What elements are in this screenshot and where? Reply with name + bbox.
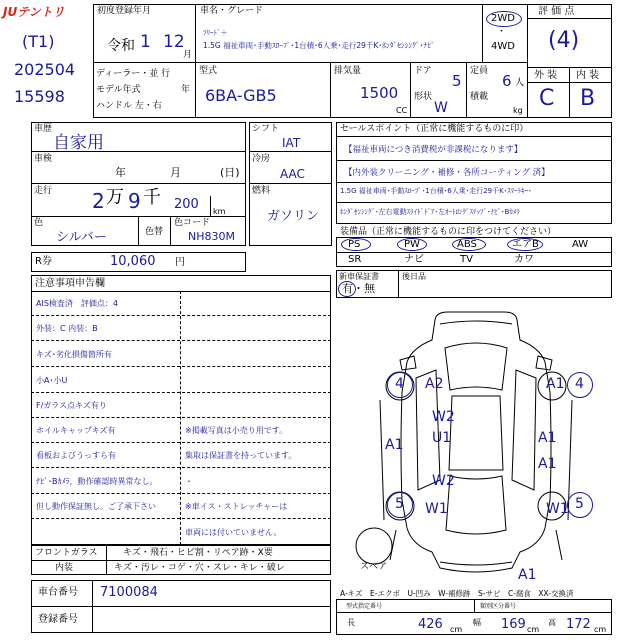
brand-logo (3, 3, 79, 21)
ext-grade-label: 外 装 (534, 70, 558, 81)
mark-a1-rear: A1 (518, 567, 537, 583)
displacement-label: 排気量 (334, 66, 362, 76)
color-label: 色 (34, 218, 44, 228)
fuel-label: 燃料 (252, 186, 271, 196)
r-tax-label: R券 (35, 256, 52, 267)
equip-tv: TV (460, 254, 473, 265)
sales-label: セールスポイント（正常に機能するものに印） (340, 124, 529, 134)
note-6: ホイルキャップキズ有 (36, 426, 116, 435)
grade-value: (4) (548, 28, 580, 53)
note-right-2: 集取は保証書を持っています。 (185, 451, 297, 460)
ac-label: 冷房 (252, 154, 271, 164)
mileage-u1: 万 (106, 187, 124, 208)
car-name-line1: ﾌﾘｰﾄﾞ＋ (203, 29, 228, 37)
drive-4wd: 4WD (491, 41, 515, 52)
inspection-day: (日) (220, 166, 240, 179)
color-change-label: 色替 (145, 227, 164, 237)
glass-value: キズ・飛石・ヒビ割・リペア跡・X要 (123, 548, 273, 558)
mark-w1-left: W1 (425, 501, 448, 517)
equip-pw: PW (404, 239, 420, 250)
warranty-value: 有・無 (342, 282, 375, 295)
mark-w2-lower: W2 (432, 473, 455, 489)
note-2: 外装：C 内装：B (36, 324, 98, 333)
color-code-value: NH830M (188, 230, 235, 243)
dims-width-label: 幅 (473, 618, 481, 627)
equip-airbag-circle (507, 238, 543, 251)
equip-airbag: エアB (512, 239, 539, 250)
load-unit: kg (513, 106, 523, 115)
spare-label: スペア (360, 562, 388, 572)
mark-fl-4: 4 (395, 376, 404, 392)
mark-a1-front: A1 (546, 376, 565, 392)
note-4: 小A･小U (36, 376, 68, 385)
equip-pw-circle (397, 238, 427, 251)
header-frame (93, 4, 612, 118)
ac-value: AAC (280, 167, 305, 181)
sales-item-4: ﾎﾝﾀﾞｾﾝｼﾝｸﾞ･左右電動ｽﾗｲﾄﾞﾄﾞｱ･左ｵｰﾄﾛﾝｸﾞｽﾃｯﾌﾟ･ﾅﾋﾞ･Bｶﾒﾗ (340, 208, 520, 216)
chassis-value: 7100084 (100, 585, 158, 600)
mark-rr-5: 5 (575, 496, 584, 512)
equip-navi: ナビ (404, 254, 424, 265)
auction-code: (T1) (22, 32, 55, 51)
int-grade-label: 内 装 (576, 70, 600, 81)
equip-abs-circle (452, 238, 486, 251)
grade-label: 評 価 点 (538, 6, 575, 17)
fuel-value: ガソリン (267, 209, 320, 224)
load-label: 積載 (470, 92, 489, 102)
dims-label-2: 類別区分番号 (480, 603, 517, 610)
car-name-line2: 1.5G 福祉車両･手動ｽﾛｰﾌﾟ･1台積･6人乗･走行29千K･ﾎﾝﾀﾞｾﾝｼﾝｸﾞ･ﾅﾋﾞ (203, 41, 435, 50)
mark-rl-5: 5 (395, 496, 404, 512)
dims-height-unit: cm (594, 625, 607, 634)
model-year-label: モデル年式 (96, 85, 141, 95)
mileage-u2: 千 (143, 187, 161, 208)
note-7: 看板およびうっすら有 (36, 451, 116, 460)
mileage-unit: km (213, 207, 226, 216)
mark-a1-right-lower: A1 (538, 456, 557, 472)
ext-grade-value: C (539, 86, 555, 111)
note-right-4: ※車イス・ストレッチャーは (185, 502, 288, 511)
displacement-value: 1500 (360, 84, 399, 102)
reg-year: 1 (140, 32, 151, 52)
equip-ps: PS (348, 239, 361, 250)
notes-label: 注意事項申告欄 (35, 278, 105, 289)
interior-value: キズ・汚レ・コゲ・穴・スレ・キレ・破レ (114, 563, 285, 573)
capacity-label: 定員 (470, 66, 489, 76)
shape-label: 形状 (414, 92, 433, 102)
displacement-unit: CC (396, 106, 408, 115)
capacity-unit: 人 (515, 78, 525, 88)
mark-w2-upper: W2 (432, 409, 455, 425)
note-8: ﾅﾋﾞ･Bｶﾒﾗ，動作確認時異常なし。 (36, 477, 158, 486)
mileage-v3: 200 (174, 197, 199, 212)
equip-aw: AW (572, 239, 589, 250)
handle-label: ハンドル 左・右 (96, 101, 162, 111)
car-name-label: 車名・グレード (200, 6, 264, 16)
dealer-label: ディーラー・並 行 (96, 69, 171, 79)
drive-dot: ・ (497, 27, 507, 37)
drive-2wd: 2WD (491, 13, 515, 24)
note-3: キズ･劣化損傷箇所有 (36, 350, 112, 359)
door-value: 5 (452, 72, 462, 90)
equip-label: 装備品（正常に機能するものに印をつけてください） (340, 227, 557, 237)
inspection-month: 月 (170, 166, 181, 179)
dims-length-unit: cm (450, 625, 463, 634)
shape-value: W (434, 100, 448, 116)
mark-a1-right-upper: A1 (538, 430, 557, 446)
dims-width: 169 (501, 617, 526, 632)
chassis-label: 車台番号 (38, 587, 78, 598)
color-value: シルバー (56, 230, 107, 245)
mark-u1: U1 (432, 430, 452, 446)
reg-month: 12 (163, 32, 185, 52)
lot-number: 15598 (14, 87, 65, 106)
equip-ps-circle (341, 238, 371, 251)
mark-w1-right: W1 (546, 501, 569, 517)
int-grade-value: B (580, 86, 596, 111)
reg-date-label: 初度登録年月 (97, 6, 152, 16)
mileage-v2: 9 (128, 189, 141, 213)
sales-item-2: 【内外装クリーニング・補修・各所コーティング 済】 (344, 168, 550, 178)
sales-item-3: 1.5G 福祉車両･手動ｽﾛｰﾌﾟ･1台積･6人乗･走行29千K･ｽﾏｰﾄｷｰ･ (340, 187, 532, 195)
reg-month-unit: 月 (183, 50, 193, 60)
mark-fr-4: 4 (575, 376, 584, 392)
note-right-1: ※掲載写真は小売り用です。 (185, 426, 288, 435)
note-right-5: 車両には付いていません。 (185, 528, 282, 537)
mileage-v1: 2 (92, 189, 105, 213)
model-code-value: 6BA-GB5 (205, 86, 277, 105)
dims-length-label: 長 (347, 618, 355, 627)
dims-height: 172 (566, 617, 591, 632)
mileage-label: 走行 (34, 186, 53, 196)
usage-value: 自家用 (53, 133, 104, 153)
later-items-label: 後日品 (402, 272, 426, 281)
shift-value: IAT (282, 136, 301, 150)
inspection-label: 車検 (34, 154, 53, 164)
damage-legend: A-キズ E-エクボ U-凹み W-補修跡 S-サビ C-腐食 XX-交換済 (340, 589, 574, 598)
interior-label: 内装 (55, 563, 74, 573)
usage-label: 車歴 (34, 124, 53, 134)
r-tax-unit: 円 (175, 257, 185, 268)
note-right-3: ・ (185, 477, 193, 486)
mark-a1-left: A1 (385, 437, 404, 453)
note-1: AIS検査済 評価点：4 (36, 299, 118, 308)
model-code-label: 型式 (199, 66, 218, 76)
note-5: F/ガラス点キズ有り (36, 401, 107, 410)
dims-height-label: 高 (548, 618, 556, 627)
model-year-unit: 年 (181, 85, 191, 95)
capacity-value: 6 (502, 72, 512, 90)
inspection-year: 年 (115, 166, 126, 179)
dims-width-unit: cm (527, 625, 540, 634)
car-diagram (340, 300, 612, 584)
reg-era: 令和 (107, 38, 135, 54)
mark-a2-front: A2 (425, 376, 444, 392)
sales-item-1: 【福祉車両につき消費税が非課税になります】 (344, 145, 523, 155)
auction-date: 202504 (14, 60, 76, 79)
shift-label: シフト (252, 124, 280, 134)
warranty-label: 新車保証書 (339, 272, 379, 281)
equip-leather: カワ (514, 254, 534, 265)
note-9: 但し動作保証無し。ご了承下さい (36, 502, 156, 511)
regno-label: 登録番号 (38, 614, 78, 625)
glass-label: フロントガラス (35, 548, 98, 558)
warranty-yes-circle (338, 281, 356, 297)
dims-length: 426 (418, 617, 443, 632)
color-code-label: 色コード (174, 218, 211, 228)
brand-logo-text: JUテントリ (3, 5, 65, 19)
r-tax-value: 10,060 (110, 254, 156, 269)
dims-label-1: 型式指定番号 (346, 603, 383, 610)
equip-abs: ABS (457, 239, 477, 250)
equip-sr: SR (348, 254, 362, 265)
door-label: ドア (414, 66, 432, 76)
